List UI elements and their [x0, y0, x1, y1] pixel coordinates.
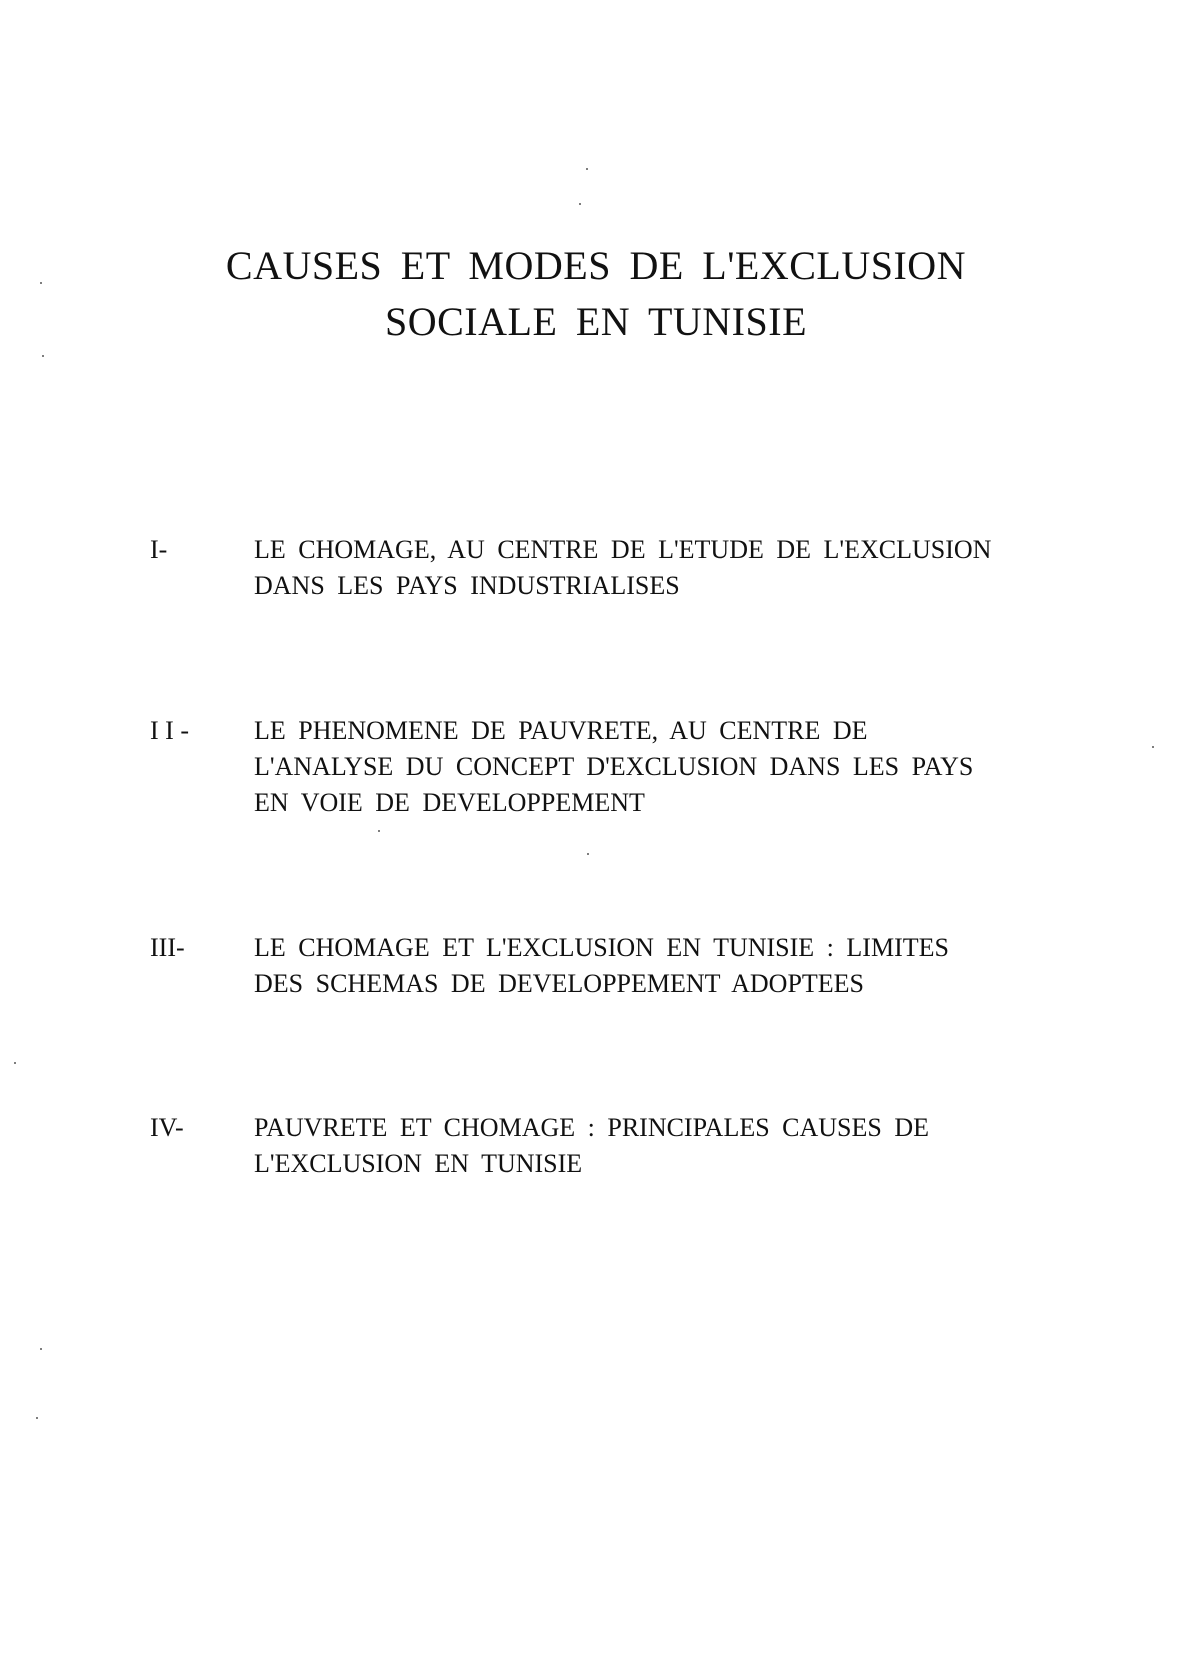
scan-speck — [14, 1062, 16, 1064]
scan-speck — [378, 830, 380, 832]
scan-speck — [40, 282, 42, 284]
title-line-2: SOCIALE EN TUNISIE — [384, 299, 807, 344]
section-heading-line: DES SCHEMAS DE DEVELOPPEMENT ADOPTEES — [254, 969, 865, 998]
scan-speck — [587, 853, 589, 855]
section-heading-line: PAUVRETE ET CHOMAGE : PRINCIPALES CAUSES DE — [254, 1113, 930, 1142]
section-heading — [254, 930, 1054, 1002]
section-heading-line: LE CHOMAGE, AU CENTRE DE L'ETUDE DE L'EXCLUSION — [254, 535, 992, 564]
scan-speck — [579, 203, 581, 205]
section-heading-line: LE PHENOMENE DE PAUVRETE, AU CENTRE DE — [254, 716, 868, 745]
section-heading-line: LE CHOMAGE ET L'EXCLUSION EN TUNISIE : LIMITES — [254, 933, 949, 962]
section-heading-line: L'ANALYSE DU CONCEPT D'EXCLUSION DANS LES PAYS — [254, 752, 974, 781]
scan-speck — [40, 1348, 42, 1350]
section-heading-line: DANS LES PAYS INDUSTRIALISES — [254, 571, 680, 600]
section-numeral: I I - — [150, 716, 189, 745]
section-numeral: I- — [150, 535, 168, 564]
section-heading — [254, 532, 1054, 604]
scan-speck — [36, 1417, 38, 1419]
section-heading — [254, 1110, 1054, 1182]
scan-speck — [42, 355, 44, 357]
title-line-1: CAUSES ET MODES DE L'EXCLUSION — [225, 243, 967, 288]
scan-speck — [586, 168, 588, 170]
section-heading-line: EN VOIE DE DEVELOPPEMENT — [254, 788, 645, 817]
section-heading — [254, 713, 1054, 821]
section-numeral: IV- — [150, 1113, 184, 1142]
scan-speck — [1152, 746, 1154, 748]
section-numeral: III- — [150, 933, 185, 962]
section-heading-line: L'EXCLUSION EN TUNISIE — [254, 1149, 583, 1178]
